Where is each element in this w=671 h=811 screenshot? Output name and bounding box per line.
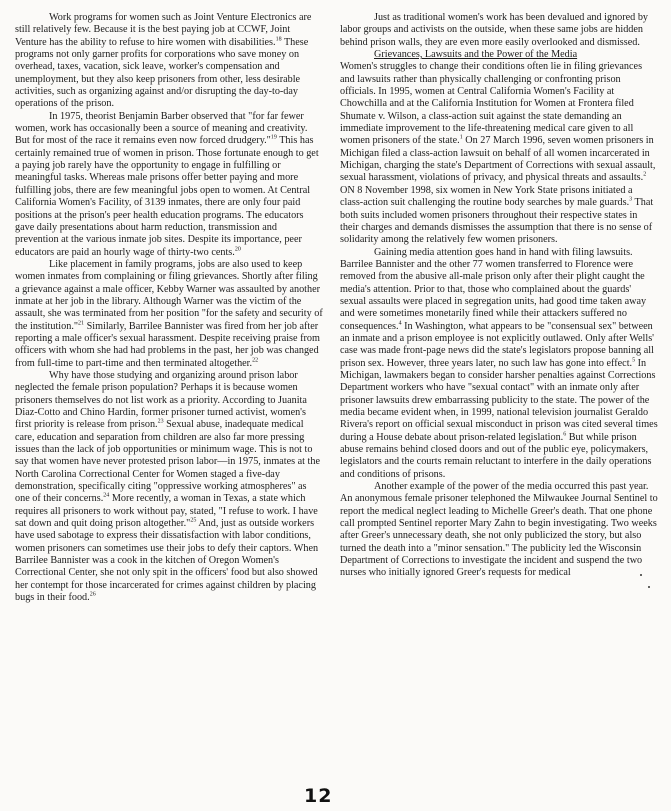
- scan-speck: [648, 586, 650, 588]
- paragraph: Why have those studying and organizing around prison labor neglected the female prison population? Perhaps it is because women prisoners themselves do not list work as a priority. According to Juanita Diaz-Cotto and Chino Hardin, former prisoner turned activist, women's first priority is release from prison.$^{23}$ Sexual abuse, inadequate medical care, education and separation from children are also far more pressing issues than the lack of job opportunities or minimum wage. This is not to say that women have never protested prison labor—in 1975, inmates at the North Carolina Correctional Center for Women staged a five-day demonstration, specifically citing "oppressive working atmospheres" as one of their concerns.$^{24}$ More recently, a woman in Texas, a state which requires all prisoners to work without pay, stated, "I refuse to work. I have sat down and quit doing prison altogether."$^{25}$ And, just as outside workers have used sabotage to express their dissatisfaction with labor conditions, women prisoners can sometimes use their jobs to defy their captors. When Barrilee Bannister was a cook in the kitchen of Oregon Women's Correctional Center, she not only spit in the officers' food but also showed her contempt for those incarcerated for crimes against children by placing bugs in their food.$^{26}$: [15, 369, 320, 604]
- paragraph: Like placement in family programs, jobs are also used to keep women inmates from complaining or filing grievances. Shortly after filing a grievance against a male officer, Kebby Warner was assaulted by another inmate at her job in the library. Although Warner was the victim of the assault, she was terminated from her position "for the safety and security of the institution."$^{21}$ Similarly, Barrilee Bannister was fired from her job after reporting a male officer's sexual harassment. Despite receiving praise from officers with whom she had had problems in the past, her job was changed from full-time to part-time and then terminated altogether.$^{22}$: [15, 258, 323, 369]
- paragraph: In 1975, theorist Benjamin Barber observed that "for far fewer women, work has occasionally been a source of meaning and creativity. But for most of the race it remains even now forced drudgery."$^{19}$ This has certainly remained true of women in prison. Those fortunate enough to get a paying job rarely have the opportunity to engage in fulfilling or meaningful tasks. Whereas male prisons offer better paying and more fulfilling jobs, there are few meaningful jobs open to women. At Central California Women's Facility, of 3139 inmates, there are only four paid positions at the prison's peer health education programs. The educators gave daily presentations about harm reduction, transmission and prevention at the various inmate job sites. Despite its importance, peer educators are paid an hourly wage of thirty-two cents.$^{20}$: [15, 110, 319, 258]
- paragraph: Women's struggles to change their conditions often lie in filing grievances and lawsuits rather than physically challenging or confronting prison officials. In 1995, women at Central California Women's Facility at Chowchilla and at the California Institution for Women at Frontera filed Shumate v. Wilson, a class-action suit against the state demanding an immediate improvement to the life-threatening medical care given to all women prisoners of the state.$^1$ On 27 March 1996, seven women prisoners in Michigan filed a class-action lawsuit on behalf of all women incarcerated in Michigan, charging the state's Department of Corrections with sexual assault, sexual harassment, violations of privacy, and physical threats and assaults.$^2$ ON 8 November 1998, six women in New York State prisons initiated a class-action suit challenging the routine body searches by male guards.$^3$ That both suits included women prisoners throughout their respective states in their charges and demands dismisses the assumption that there is no sense of solidarity among the relatively few women prisoners.: [340, 61, 656, 246]
- section-heading: Grievances, Lawsuits and the Power of the Media: [374, 49, 578, 61]
- right-column: [340, 12, 658, 580]
- paragraph: Gaining media attention goes hand in hand with filing lawsuits. Barrilee Bannister and the other 77 women transferred to Florence were removed from the abusive all-male prison only after their plight caught the media's attention. Prior to that, those who complained about the guards' sexual assaults were placed in segregation units, had good time taken away and were sometimes monetarily fined while their attackers suffered no consequences.$^4$ In Washington, what appears to be "consensual sex" between an inmate and a prison employee is not explicitly outlawed. Only after Wells' case was made front-page news did the state's legislators propose banning all prison sex. However, three years later, no such law has gone into effect.$^5$ In Michigan, lawmakers began to consider harsher penalties against Corrections Department workers who have "sexual contact" with an inmate only after prisoner lawsuits drew embarrassing publicity to the state. The power of the media became evident when, in 1999, national television journalist Geraldo Rivera's report on official sexual misconduct in prison was cited several times during a House debate about prison-related legislation.$^6$ But while prison abuse remains behind closed doors and out of the public eye, policymakers, legislators and the courts remain reluctant to interfere in the daily operations and conditions of prisons.: [340, 246, 658, 480]
- left-column: [15, 12, 323, 605]
- page-number: 12: [304, 785, 333, 807]
- paragraph: Another example of the power of the media occurred this past year. An anonymous female prisoner telephoned the Milwaukee Journal Sentinel to report the medical neglect leading to Michelle Greer's death. That one phone call prompted Sentinel reporter Mary Zahn to begin investigating. Two weeks after Greer's unnecessary death, she not only publicized the story, but also turned the death into a "minor sensation." The publicity led the Wisconsin Department of Corrections to investigate the incident and suspend the two nurses who initially ignored Greer's requests for medical: [340, 481, 658, 579]
- paragraph: Work programs for women such as Joint Venture Electronics are still relatively few. Because it is the best paying job at CCWF, Joint Venture has the ability to refuse to hire women with disabilities.$^{18}$ These programs not only garner profits for corporations who save money on overhead, taxes, vacation, sick leave, worker's compensation and unemployment, but they also keep prisoners from other, less desirable activities, such as organizing against and/or disrupting the day-to-day operations of the prison.: [15, 12, 312, 110]
- scan-speck: [640, 574, 642, 576]
- paragraph: Just as traditional women's work has been devalued and ignored by labor groups and activists on the outside, when these same jobs are hidden behind prison walls, they are even more easily overlooked and dismissed.: [340, 12, 649, 48]
